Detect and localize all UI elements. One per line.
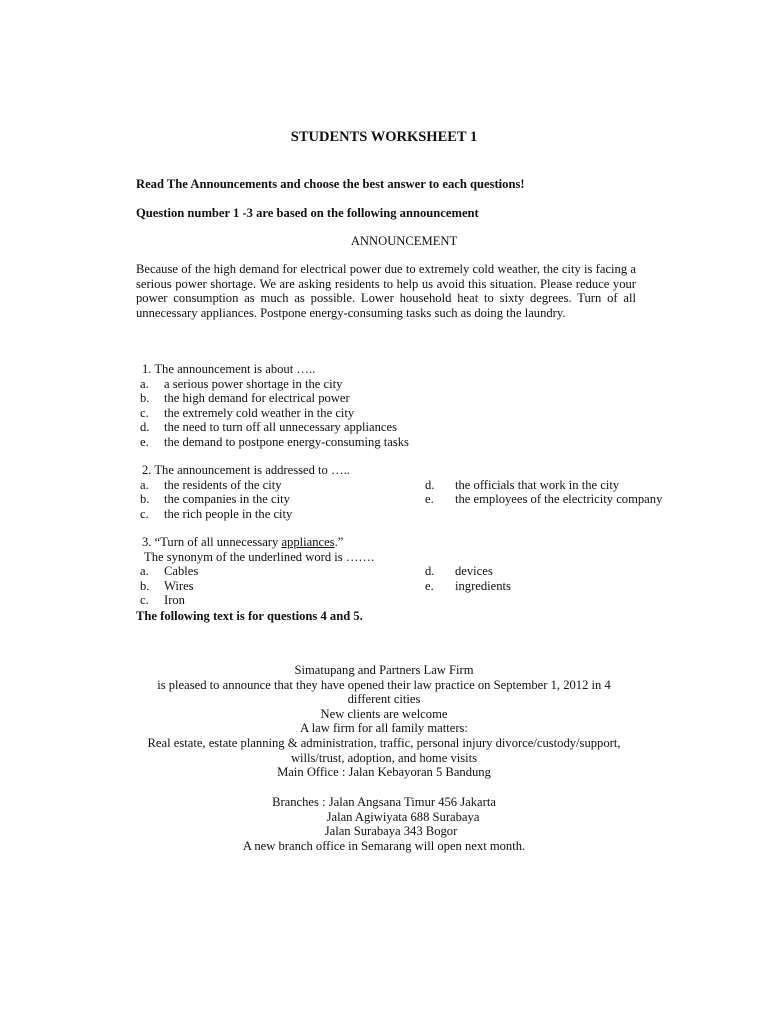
option-text: the residents of the city	[164, 477, 282, 492]
option-label: a.	[140, 376, 149, 391]
announcement-body	[136, 262, 636, 320]
stem-prefix: 3. “Turn of all unnecessary	[142, 535, 282, 549]
option-row	[140, 564, 700, 579]
section2-intro: The following text is for questions 4 and 5.	[136, 609, 363, 623]
firm-line: Real estate, estate planning & administration, traffic, personal injury divorce/custody/support,	[147, 735, 621, 750]
option-row	[140, 406, 700, 421]
option-row	[140, 507, 700, 522]
option-row	[140, 391, 700, 406]
option-row	[140, 377, 700, 392]
branch-line: A new branch office in Semarang will open next month.	[242, 838, 526, 853]
stem-suffix: .”	[334, 535, 344, 549]
firm-line: A law firm for all family matters:	[300, 721, 468, 736]
option-text: the companies in the city	[164, 492, 290, 506]
option-label: e.	[425, 492, 434, 506]
question-3-stem	[142, 535, 343, 550]
section1-intro: Question number 1 -3 are based on the following announcement	[136, 206, 479, 220]
option-row	[140, 435, 700, 450]
option-text: Iron	[164, 593, 185, 607]
question-1	[140, 362, 700, 449]
instruction-text: Read The Announcements and choose the best answer to each questions!	[136, 177, 525, 191]
option-text: the extremely cold weather in the city	[164, 405, 355, 420]
firm-line: wills/trust, adoption, and home visits	[290, 750, 478, 765]
option-label: e.	[140, 434, 149, 449]
question-1-stem: 1. The announcement is about …..	[142, 362, 316, 376]
option-text: the high demand for electrical power	[164, 391, 350, 405]
option-text: the need to turn off all unnecessary appliances	[164, 420, 398, 434]
firm-line: Simatupang and Partners Law Firm	[294, 663, 474, 677]
option-label: c.	[140, 506, 149, 521]
option-label: d.	[140, 420, 150, 434]
option-label: d.	[425, 477, 435, 492]
option-text: the demand to postpone energy-consuming tasks	[164, 434, 409, 449]
question-2-stem: 2. The announcement is addressed to …..	[142, 463, 350, 477]
announcement-heading: ANNOUNCEMENT	[350, 234, 458, 248]
option-row	[140, 593, 700, 608]
firm-line: is pleased to announce that they have opened their law practice on September 1, 2012 in 4	[157, 677, 611, 692]
option-text: the rich people in the city	[164, 506, 293, 521]
option-text: Cables	[164, 564, 199, 578]
announcement-paragraph: Because of the high demand for electrical power due to extremely cold weather, the city is facing a serious power shortage. We are asking residents to help us avoid this situation. Please reduce your power consumption as much as possible. Lower household heat to sixty degrees. Turn of all unnecessary appliances. Postpone energy-consuming tasks such as doing the laundry.	[136, 262, 636, 320]
option-label: a.	[140, 564, 149, 578]
question-2	[140, 463, 700, 521]
firm-line: different cities	[347, 692, 421, 707]
branch-line: Branches : Jalan Angsana Timur 456 Jakarta	[272, 795, 496, 809]
option-row	[140, 492, 700, 507]
option-label: b.	[140, 492, 150, 506]
branch-line: Jalan Agiwiyata 688 Surabaya	[326, 809, 480, 824]
option-row	[140, 420, 700, 435]
firm-line: New clients are welcome	[320, 706, 448, 721]
underlined-word: appliances	[281, 535, 335, 549]
option-text: a serious power shortage in the city	[164, 376, 343, 391]
option-text: the officials that work in the city	[455, 477, 620, 492]
option-text: ingredients	[455, 578, 511, 593]
option-row	[140, 478, 700, 493]
option-label: e.	[425, 578, 434, 593]
firm-line: Main Office : Jalan Kebayoran 5 Bandung	[277, 765, 491, 780]
option-label: b.	[140, 391, 150, 405]
option-text: devices	[455, 564, 493, 578]
option-row	[140, 579, 700, 594]
option-label: a.	[140, 477, 149, 492]
option-label: c.	[140, 593, 149, 607]
option-label: d.	[425, 564, 435, 578]
option-label: c.	[140, 405, 149, 420]
option-text: Wires	[164, 578, 194, 593]
law-firm-branches	[120, 795, 648, 853]
option-text: the employees of the electricity company	[455, 492, 663, 506]
page-title: STUDENTS WORKSHEET 1	[290, 129, 478, 145]
question-3-stem-line2: The synonym of the underlined word is …….	[144, 549, 375, 564]
question-3	[140, 535, 700, 608]
branch-line: Jalan Surabaya 343 Bogor	[324, 824, 458, 839]
option-label: b.	[140, 578, 150, 593]
law-firm-announcement	[120, 663, 648, 780]
